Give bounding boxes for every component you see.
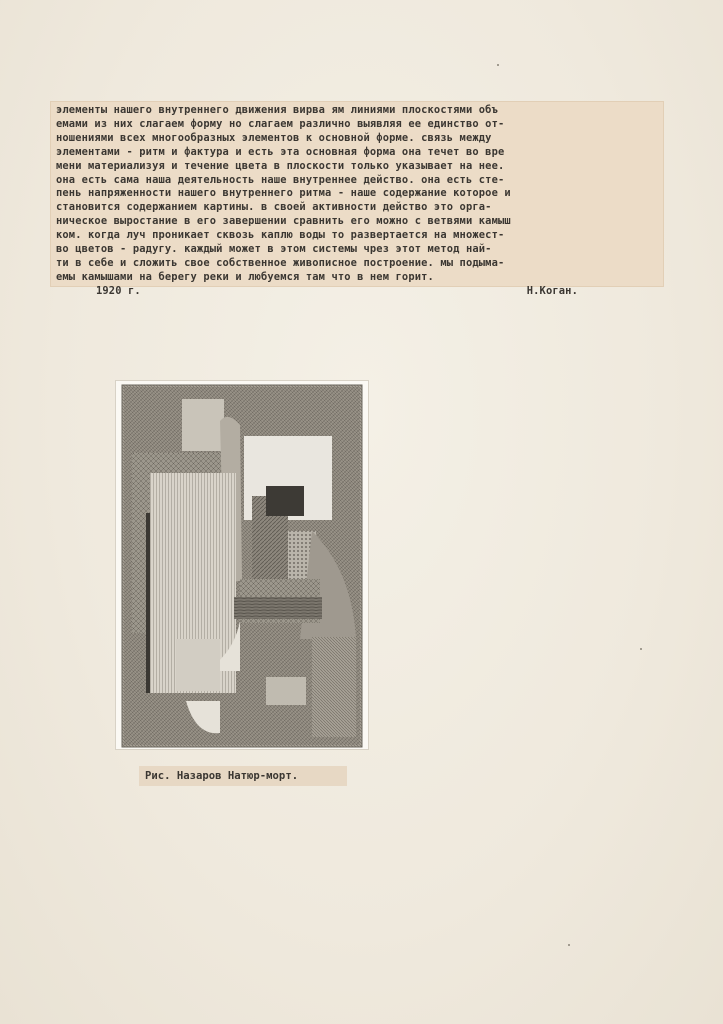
artwork-caption: Рис. Назаров Натюр-морт.	[139, 766, 347, 786]
typed-text-clipping	[50, 101, 664, 297]
still-life-engraving	[116, 381, 368, 749]
paper-speck	[568, 944, 570, 946]
text-line: ношениями всех многообразных элементов к основной форме. связь между	[56, 131, 492, 144]
text-line: она есть сама наша деятельность наше внутреннее действо. она есть сте-	[56, 173, 505, 186]
text-line: элементы нашего внутреннего движения вирва ям линиями плоскостями объ	[56, 104, 498, 116]
text-line: ти в себе и сложить свое собственное живописное построение. мы подыма-	[56, 256, 505, 269]
text-line: емы камышами на берегу реки и любуемся там что в нем горит.	[56, 270, 434, 283]
text-line: становится содержанием картины. в своей активности действо это орга-	[56, 201, 492, 214]
artwork-print	[116, 381, 368, 749]
clipping-footer	[56, 285, 658, 299]
text-line: во цветов - радугу. каждый может в этом системы чрез этот метод най-	[56, 243, 492, 256]
paper-speck	[497, 64, 499, 66]
paper-speck	[640, 648, 642, 650]
clipping-year: 1920 г.	[96, 284, 141, 297]
text-line: пень напряженности нашего внутреннего ритма - наше содержание которое и	[56, 187, 511, 200]
text-line: элементами - ритм и фактура и есть эта основная форма она течет во вре	[56, 145, 505, 158]
clipping-author: Н.Коган.	[526, 284, 578, 297]
text-line: емами из них слагаем форму но слагаем различно выявляя ее единство от-	[56, 117, 505, 130]
text-line: ническое выростание в его завершении сравнить его можно с ветвями камыш	[56, 215, 511, 228]
text-line: мени материализуя и течение цвета в плоскости только указывает на нее.	[56, 159, 505, 172]
text-line: ком. когда луч проникает сквозь каплю воды то развертается на множест-	[56, 229, 505, 242]
